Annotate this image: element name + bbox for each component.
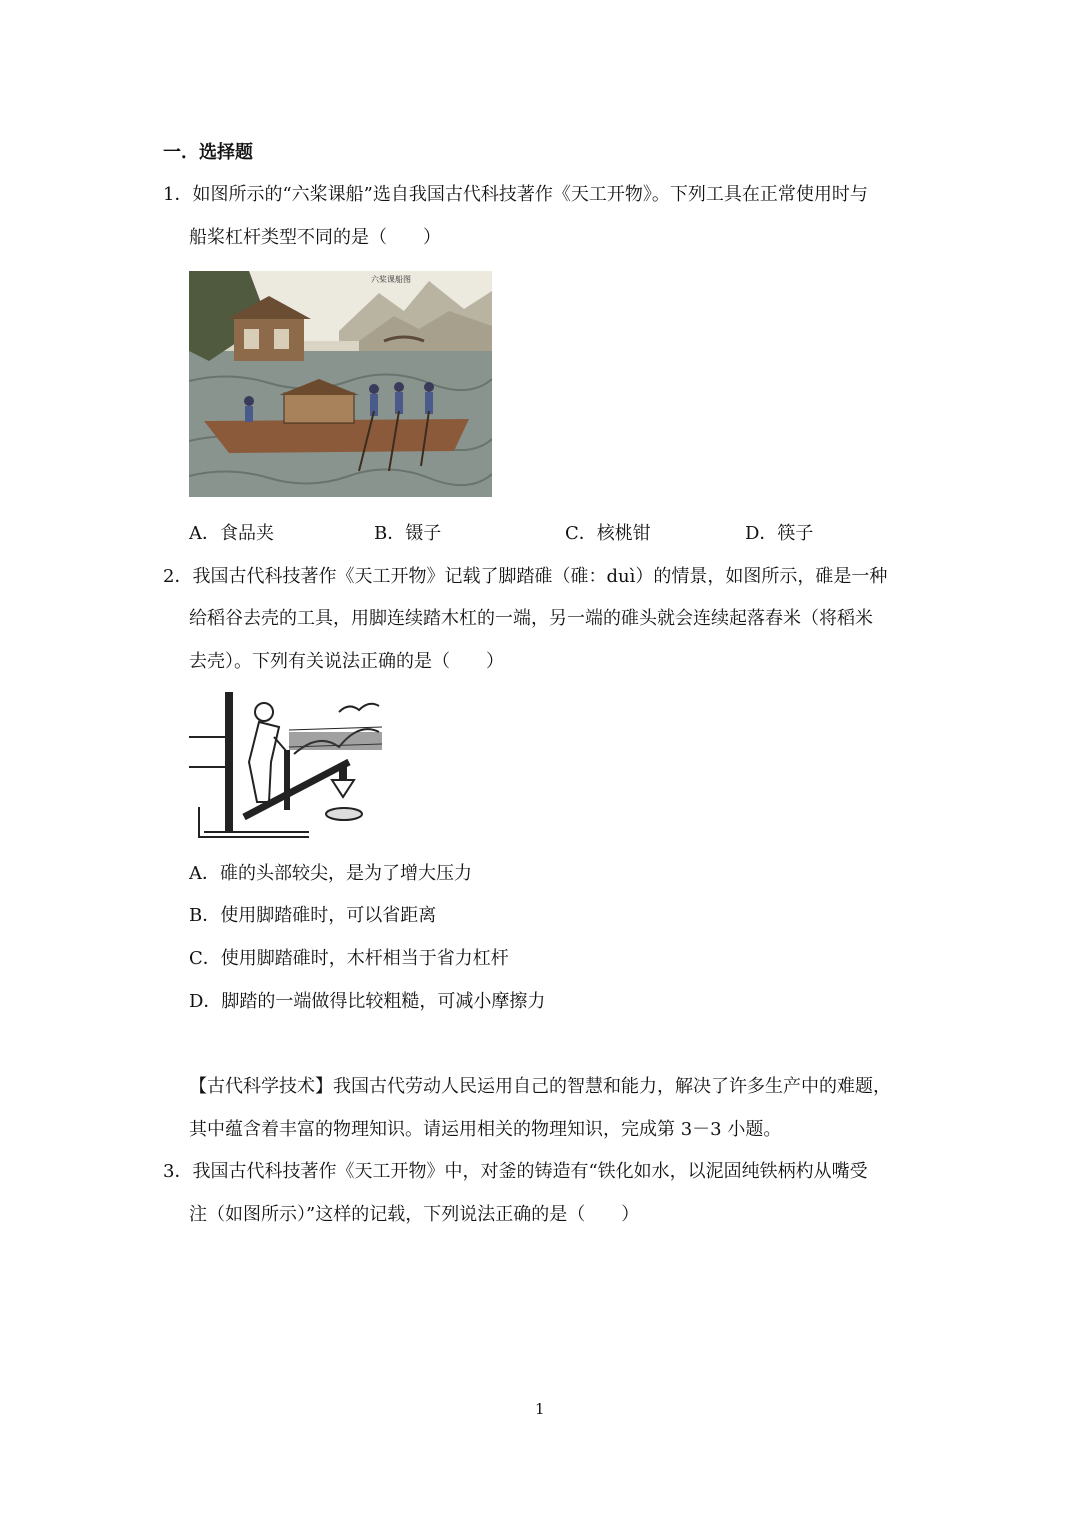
section-title: 一．选择题	[163, 142, 253, 163]
boat-illustration	[189, 271, 492, 497]
question-1-options	[189, 522, 813, 546]
question-2-option-c[interactable]: C．使用脚踏碓时，木杆相当于省力杠杆	[189, 948, 509, 969]
question-3-line-2: 注（如图所示）”这样的记载，下列说法正确的是（ ）	[189, 1204, 640, 1225]
option-c[interactable]: C．核桃钳	[565, 523, 651, 544]
option-d[interactable]: D．筷子	[745, 523, 814, 544]
question-2-line-2: 给稻谷去壳的工具，用脚连续踏木杠的一端，另一端的碓头就会连续起落舂米（将稻米	[189, 608, 873, 629]
question-2-option-b[interactable]: B．使用脚踏碓时，可以省距离	[189, 905, 437, 926]
question-1-line-2: 船桨杠杆类型不同的是（ ）	[189, 227, 441, 248]
option-b[interactable]: B．镊子	[374, 523, 442, 544]
question-2-line-3: 去壳）。下列有关说法正确的是（ ）	[189, 651, 504, 672]
option-a[interactable]: A．食品夹	[189, 523, 274, 544]
question-2-option-d[interactable]: D．脚踏的一端做得比较粗糙，可减小摩擦力	[189, 991, 546, 1012]
question-3-line-1: 3．我国古代科技著作《天工开物》中，对釜的铸造有“铁化如水，以泥固纯铁柄杓从嘴受	[163, 1161, 868, 1182]
intro-line-2: 其中蕴含着丰富的物理知识。请运用相关的物理知识，完成第 3－3 小题。	[189, 1119, 782, 1140]
intro-line-1: 【古代科学技术】我国古代劳动人民运用自己的智慧和能力，解决了许多生产中的难题，	[189, 1076, 891, 1097]
question-2-line-1: 2．我国古代科技著作《天工开物》记载了脚踏碓（碓：duì）的情景，如图所示，碓是一种	[163, 566, 888, 587]
figure-caption: 六桨课船图	[371, 275, 411, 284]
treadle-mortar-illustration	[189, 692, 382, 842]
page-number: 1	[535, 1400, 545, 1418]
question-2-option-a[interactable]: A．碓的头部较尖，是为了增大压力	[189, 863, 472, 884]
question-1-line-1: 1．如图所示的“六桨课船”选自我国古代科技著作《天工开物》。下列工具在正常使用时与	[163, 184, 868, 205]
